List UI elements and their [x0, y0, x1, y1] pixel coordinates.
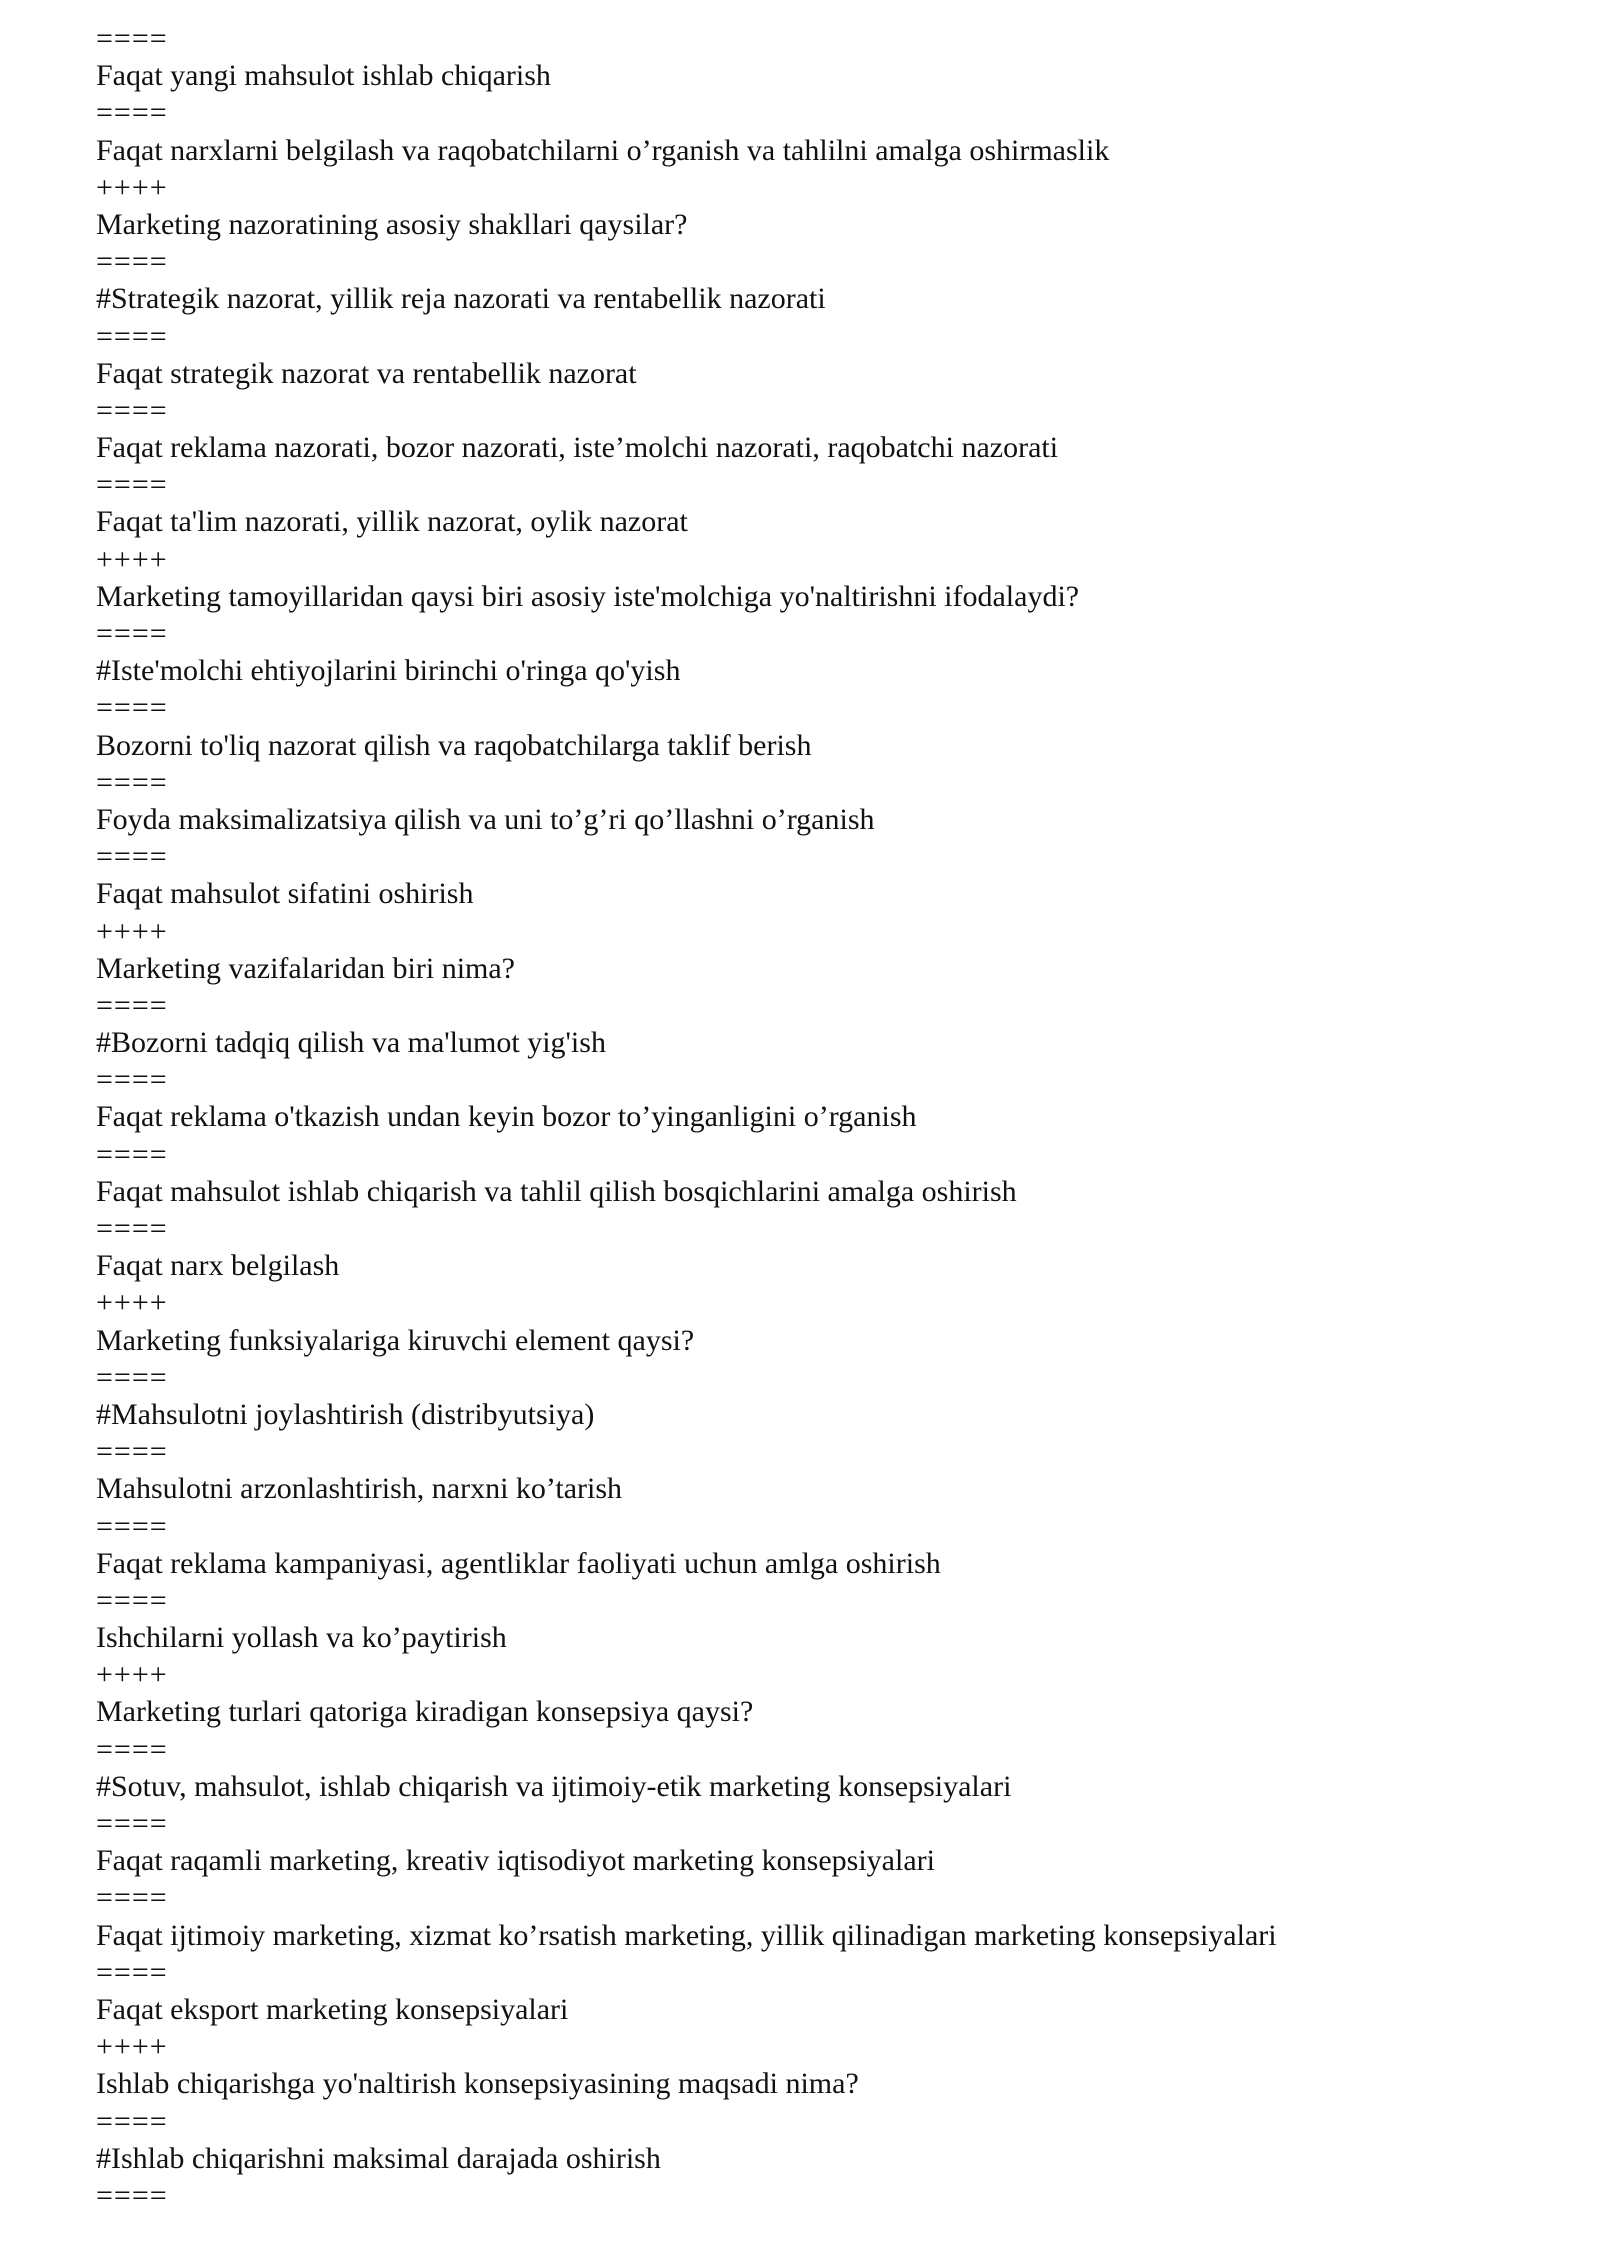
document-line: Faqat reklama nazorati, bozor nazorati, iste’molchi nazorati, raqobatchi nazorati	[96, 431, 1059, 465]
question-separator: ++++	[96, 542, 168, 576]
option-separator: ====	[96, 1063, 168, 1097]
correct-answer-line: #Bozorni tadqiq qilish va ma'lumot yig'ish	[96, 1026, 606, 1060]
document-line: Faqat strategik nazorat va rentabellik nazorat	[96, 356, 637, 390]
option-separator: ====	[96, 1732, 168, 1766]
document-line: Faqat raqamli marketing, kreativ iqtisodiyot marketing konsepsiyalari	[96, 1844, 935, 1878]
document-line: Faqat narxlarni belgilash va raqobatchilarni o’rganish va tahlilni amalga oshirmaslik	[96, 133, 1110, 167]
option-separator: ====	[96, 1509, 168, 1543]
document-line: Faqat mahsulot sifatini oshirish	[96, 877, 474, 911]
document-line: Faqat ijtimoiy marketing, xizmat ko’rsatish marketing, yillik qilinadigan marketing konsepsiyalari	[96, 1918, 1277, 1952]
option-separator: ====	[96, 1435, 168, 1469]
option-separator: ====	[96, 691, 168, 725]
document-line: Faqat reklama o'tkazish undan keyin bozor to’yinganligini o’rganish	[96, 1100, 917, 1134]
option-separator: ====	[96, 468, 168, 502]
option-separator: ====	[96, 1137, 168, 1171]
option-separator: ====	[96, 319, 168, 353]
option-separator: ====	[96, 1583, 168, 1617]
document-line: Bozorni to'liq nazorat qilish va raqobatchilarga taklif berish	[96, 728, 812, 762]
option-separator: ====	[96, 765, 168, 799]
document-line: Faqat yangi mahsulot ishlab chiqarish	[96, 59, 551, 93]
document-line: Marketing tamoyillaridan qaysi biri asosiy iste'molchiga yo'naltirishni ifodalaydi?	[96, 579, 1080, 613]
option-separator: ====	[96, 617, 168, 650]
option-separator: ====	[96, 840, 168, 874]
option-separator: ====	[96, 1212, 168, 1245]
option-separator: ====	[96, 2178, 168, 2212]
correct-answer-line: #Iste'molchi ehtiyojlarini birinchi o'ringa qo'yish	[96, 654, 681, 688]
option-separator: ====	[96, 245, 168, 279]
document-line: Marketing turlari qatoriga kiradigan konsepsiya qaysi?	[96, 1695, 754, 1729]
document-line: Faqat narx belgilash	[96, 1249, 340, 1283]
correct-answer-line: #Sotuv, mahsulot, ishlab chiqarish va ijtimoiy-etik marketing konsepsiyalari	[96, 1769, 1012, 1803]
document-line: Faqat eksport marketing konsepsiyalari	[96, 1992, 569, 2026]
question-separator: ++++	[96, 1286, 168, 1320]
option-separator: ====	[96, 1881, 168, 1915]
correct-answer-line: #Strategik nazorat, yillik reja nazorati va rentabellik nazorati	[96, 282, 826, 316]
option-separator: ====	[96, 1955, 168, 1989]
document-line: Marketing vazifalaridan biri nima?	[96, 951, 515, 985]
option-separator: ====	[96, 22, 168, 55]
option-separator: ====	[96, 1807, 168, 1840]
document-line: Faqat ta'lim nazorati, yillik nazorat, oylik nazorat	[96, 505, 688, 539]
document-line: Faqat reklama kampaniyasi, agentliklar faoliyati uchun amlga oshirish	[96, 1546, 941, 1580]
option-separator: ====	[96, 1360, 168, 1394]
option-separator: ====	[96, 2104, 168, 2138]
document-line: Mahsulotni arzonlashtirish, narxni ko’tarish	[96, 1472, 623, 1506]
correct-answer-line: #Ishlab chiqarishni maksimal darajada oshirish	[96, 2141, 661, 2175]
option-separator: ====	[96, 988, 168, 1022]
question-separator: ++++	[96, 2030, 168, 2064]
document-line: Marketing nazoratining asosiy shakllari qaysilar?	[96, 207, 688, 241]
question-separator: ++++	[96, 170, 168, 204]
document-line: Ishlab chiqarishga yo'naltirish konsepsiyasining maqsadi nima?	[96, 2067, 859, 2101]
document-line: Foyda maksimalizatsiya qilish va uni to’g’ri qo’llashni o’rganish	[96, 802, 875, 836]
option-separator: ====	[96, 393, 168, 427]
option-separator: ====	[96, 96, 168, 130]
correct-answer-line: #Mahsulotni joylashtirish (distribyutsiya)	[96, 1397, 595, 1431]
document-line: Marketing funksiyalariga kiruvchi element qaysi?	[96, 1323, 695, 1357]
question-separator: ++++	[96, 914, 168, 948]
question-separator: ++++	[96, 1658, 168, 1692]
document-page	[96, 20, 1536, 2214]
document-line: Ishchilarni yollash va ko’paytirish	[96, 1621, 507, 1655]
document-line: Faqat mahsulot ishlab chiqarish va tahlil qilish bosqichlarini amalga oshirish	[96, 1174, 1017, 1208]
